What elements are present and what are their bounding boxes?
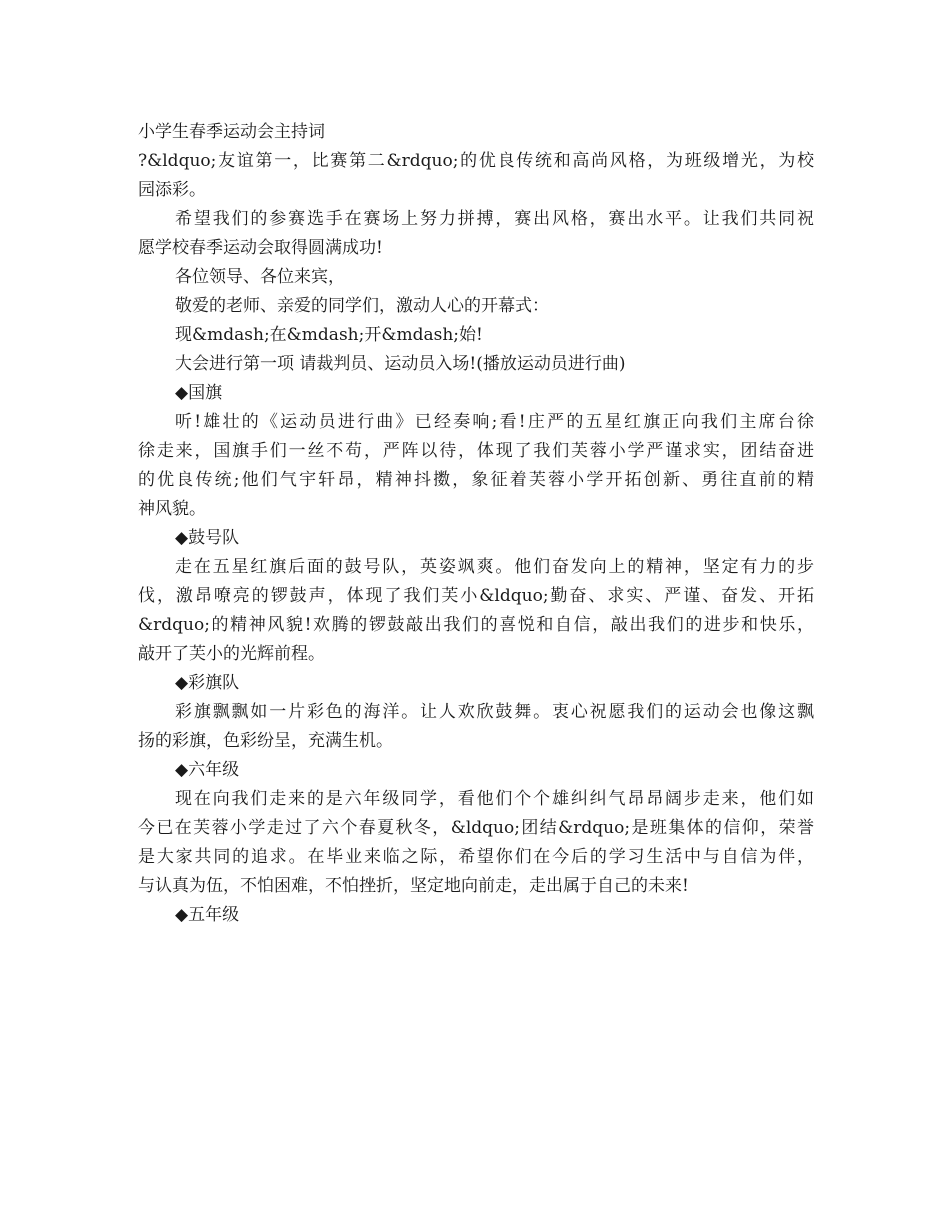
text-line: ?&ldquo;友谊第一，比赛第二&rdquo;的优良传统和高尚风格，为班级增光，为校	[138, 151, 814, 171]
text-line: 走在五星红旗后面的鼓号队，英姿飒爽。他们奋发向上的精神，坚定有力的步	[175, 557, 814, 577]
paragraph-flag	[138, 408, 814, 524]
paragraph-drum-band	[138, 553, 814, 669]
greeting-line: 各位领导、各位来宾，	[175, 267, 345, 287]
text-line: 神风貌。	[138, 499, 206, 519]
announcement-line: 现&mdash;在&mdash;开&mdash;始!	[175, 325, 483, 345]
paragraph-flag-team	[138, 698, 814, 756]
text-line: 愿学校春季运动会取得圆满成功!	[138, 238, 383, 258]
text-line: 今已在芙蓉小学走过了六个春夏秋冬，&ldquo;团结&rdquo;是班集体的信仰，荣誉	[138, 818, 814, 838]
paragraph-intro	[138, 147, 814, 205]
text-line: 的优良传统;他们气宇轩昂，精神抖擞，象征着芙蓉小学开拓创新、勇往直前的精	[138, 470, 814, 490]
section-heading: ◆国旗	[175, 383, 223, 403]
text-line: 扬的彩旗，色彩纷呈，充满生机。	[138, 731, 393, 751]
text-line: 园添彩。	[138, 180, 206, 200]
announcement-line: 大会进行第一项 请裁判员、运动员入场!(播放运动员进行曲)	[175, 354, 626, 374]
text-line: 听!雄壮的《运动员进行曲》已经奏响;看!庄严的五星红旗正向我们主席台徐	[175, 412, 814, 432]
document-body	[138, 118, 814, 930]
text-line: 徐走来，国旗手们一丝不苟，严阵以待，体现了我们芙蓉小学严谨求实，团结奋进	[138, 441, 814, 461]
text-line: 现在向我们走来的是六年级同学，看他们个个雄纠纠气昂昂阔步走来，他们如	[175, 789, 814, 809]
document-title: 小学生春季运动会主持词	[138, 122, 325, 142]
text-line: 与认真为伍，不怕困难，不怕挫折，坚定地向前走，走出属于自己的未来!	[138, 876, 689, 896]
section-heading: ◆鼓号队	[175, 528, 240, 548]
section-heading: ◆六年级	[175, 760, 240, 780]
text-line: 希望我们的参赛选手在赛场上努力拼搏，赛出风格，赛出水平。让我们共同祝	[175, 209, 814, 229]
text-line: &rdquo;的精神风貌!欢腾的锣鼓敲出我们的喜悦和自信，敲出我们的进步和快乐，	[138, 615, 814, 635]
text-line: 彩旗飘飘如一片彩色的海洋。让人欢欣鼓舞。衷心祝愿我们的运动会也像这飘	[175, 702, 814, 722]
greeting-line: 敬爱的老师、亲爱的同学们，激动人心的开幕式：	[175, 296, 549, 316]
text-line: 伐，激昂嘹亮的锣鼓声，体现了我们芙小&ldquo;勤奋、求实、严谨、奋发、开拓	[138, 586, 814, 606]
paragraph-wish	[138, 205, 814, 263]
section-heading: ◆彩旗队	[175, 673, 240, 693]
paragraph-grade-six	[138, 785, 814, 901]
text-line: 敲开了芙小的光辉前程。	[138, 644, 325, 664]
section-heading: ◆五年级	[175, 905, 240, 925]
text-line: 是大家共同的追求。在毕业来临之际，希望你们在今后的学习生活中与自信为伴，	[138, 847, 814, 867]
